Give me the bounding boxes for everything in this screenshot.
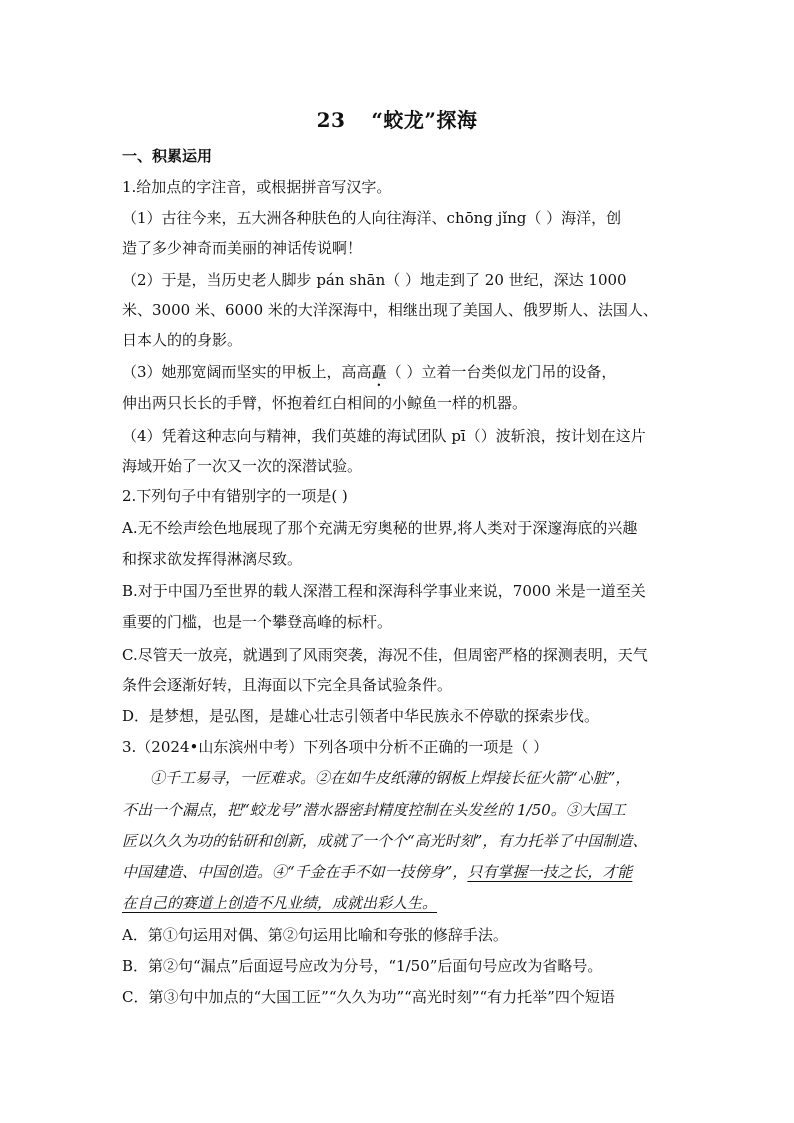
- lesson-number: 23: [316, 108, 346, 132]
- question-3-stem: 3.（2024•山东滨州中考）下列各项中分析不正确的一项是（ ）: [122, 738, 549, 756]
- underlined-sentence-part2: 在自己的赛道上创造不凡业绩，成就出彩人生。: [122, 894, 438, 912]
- question-2-stem: 2.下列句子中有错别字的一项是( ): [122, 487, 348, 505]
- q3-option-b: B．第②句“漏点”后面逗号应改为分号，“1/50”后面句号应改为省略号。: [122, 957, 603, 975]
- q2-option-a-line2: 和探求欲发挥得淋漓尽致。: [122, 550, 303, 568]
- q1-item3-text-a: （3）她那宽阔而坚实的甲板上，高高: [122, 363, 372, 381]
- q1-item2-line1: （2）于是，当历史老人脚步 pán shān（ ）地走到了 20 世纪，深达 1000: [122, 271, 627, 289]
- q1-item3-text-b: （ ）立着一台类似龙门吊的设备，: [386, 363, 617, 381]
- q3-option-a: A．第①句运用对偶、第②句运用比喻和夸张的修辞手法。: [122, 926, 508, 944]
- q1-item3-line1: [122, 362, 682, 390]
- section-heading: 一、积累运用: [122, 147, 213, 165]
- q2-option-a-line1: A.无不绘声绘色地展现了那个充满无穷奥秘的世界,将人类对于深邃海底的兴趣: [122, 519, 638, 537]
- q3-passage-line2: 不出一个漏点，把“蛟龙号”潜水器密封精度控制在头发丝的 1/50。③大国工: [122, 801, 626, 819]
- lesson-title: “蛟龙”探海: [371, 108, 478, 132]
- underlined-sentence-part1: 只有掌握一技之长，才能: [467, 863, 633, 881]
- q2-option-b-line1: B.对于中国乃至世界的载人深潜工程和深海科学事业来说，7000 米是一道至关: [122, 582, 646, 600]
- q3-passage-line3: 匠以久久为功的钻研和创新，成就了一个个“高光时刻”，有力托举了中国制造、: [122, 832, 648, 850]
- q1-item1-line2: 造了多少神奇而美丽的神话传说啊！: [122, 239, 363, 257]
- q3-option-c: C．第③句中加点的“大国工匠”“久久为功”“高光时刻”“有力托举”四个短语: [122, 988, 615, 1006]
- q3-passage-line5: [122, 893, 682, 913]
- q2-option-c-line1: C.尽管天一放亮，就遇到了风雨突袭，海况不佳，但周密严格的探测表明，天气: [122, 646, 648, 664]
- q1-item1-line1: （1）古往今来，五大洲各种肤色的人向往海洋、chōng jǐng（ ）海洋，创: [122, 209, 622, 227]
- q1-item2-line2: 米、3000 米、6000 米的大洋深海中，相继出现了美国人、俄罗斯人、法国人、: [122, 301, 658, 319]
- q3-passage-line4: [122, 862, 682, 882]
- q3-passage-line4-text: 中国建造、中国创造。④“千金在手不如一技傍身”，: [122, 863, 468, 881]
- q1-item4-line1: （4）凭着这种志向与精神，我们英雄的海试团队 pī（）波斩浪，按计划在这片: [122, 427, 646, 445]
- q3-passage-line1: ①千工易寻，一匠难求。②在如牛皮纸薄的钢板上焊接长征火箭“心脏”，: [150, 769, 631, 787]
- q2-option-c-line2: 条件会逐渐好转，且海面以下完全具备试验条件。: [122, 676, 453, 694]
- page-title: [0, 104, 794, 133]
- q2-option-b-line2: 重要的门槛，也是一个攀登高峰的标杆。: [122, 613, 393, 631]
- q1-item4-line2: 海域开始了一次又一次的深潜试验。: [122, 457, 363, 475]
- dotted-character: 矗: [371, 363, 387, 381]
- q2-option-d: D．是梦想，是弘图，是雄心壮志引领者中华民族永不停歇的探索步伐。: [122, 707, 600, 725]
- q1-item2-line3: 日本人的的身影。: [122, 331, 243, 349]
- q1-item3-line2: 伸出两只长长的手臂，怀抱着红白相间的小鲸鱼一样的机器。: [122, 394, 528, 412]
- question-1-stem: 1.给加点的字注音，或根据拼音写汉字。: [122, 178, 392, 196]
